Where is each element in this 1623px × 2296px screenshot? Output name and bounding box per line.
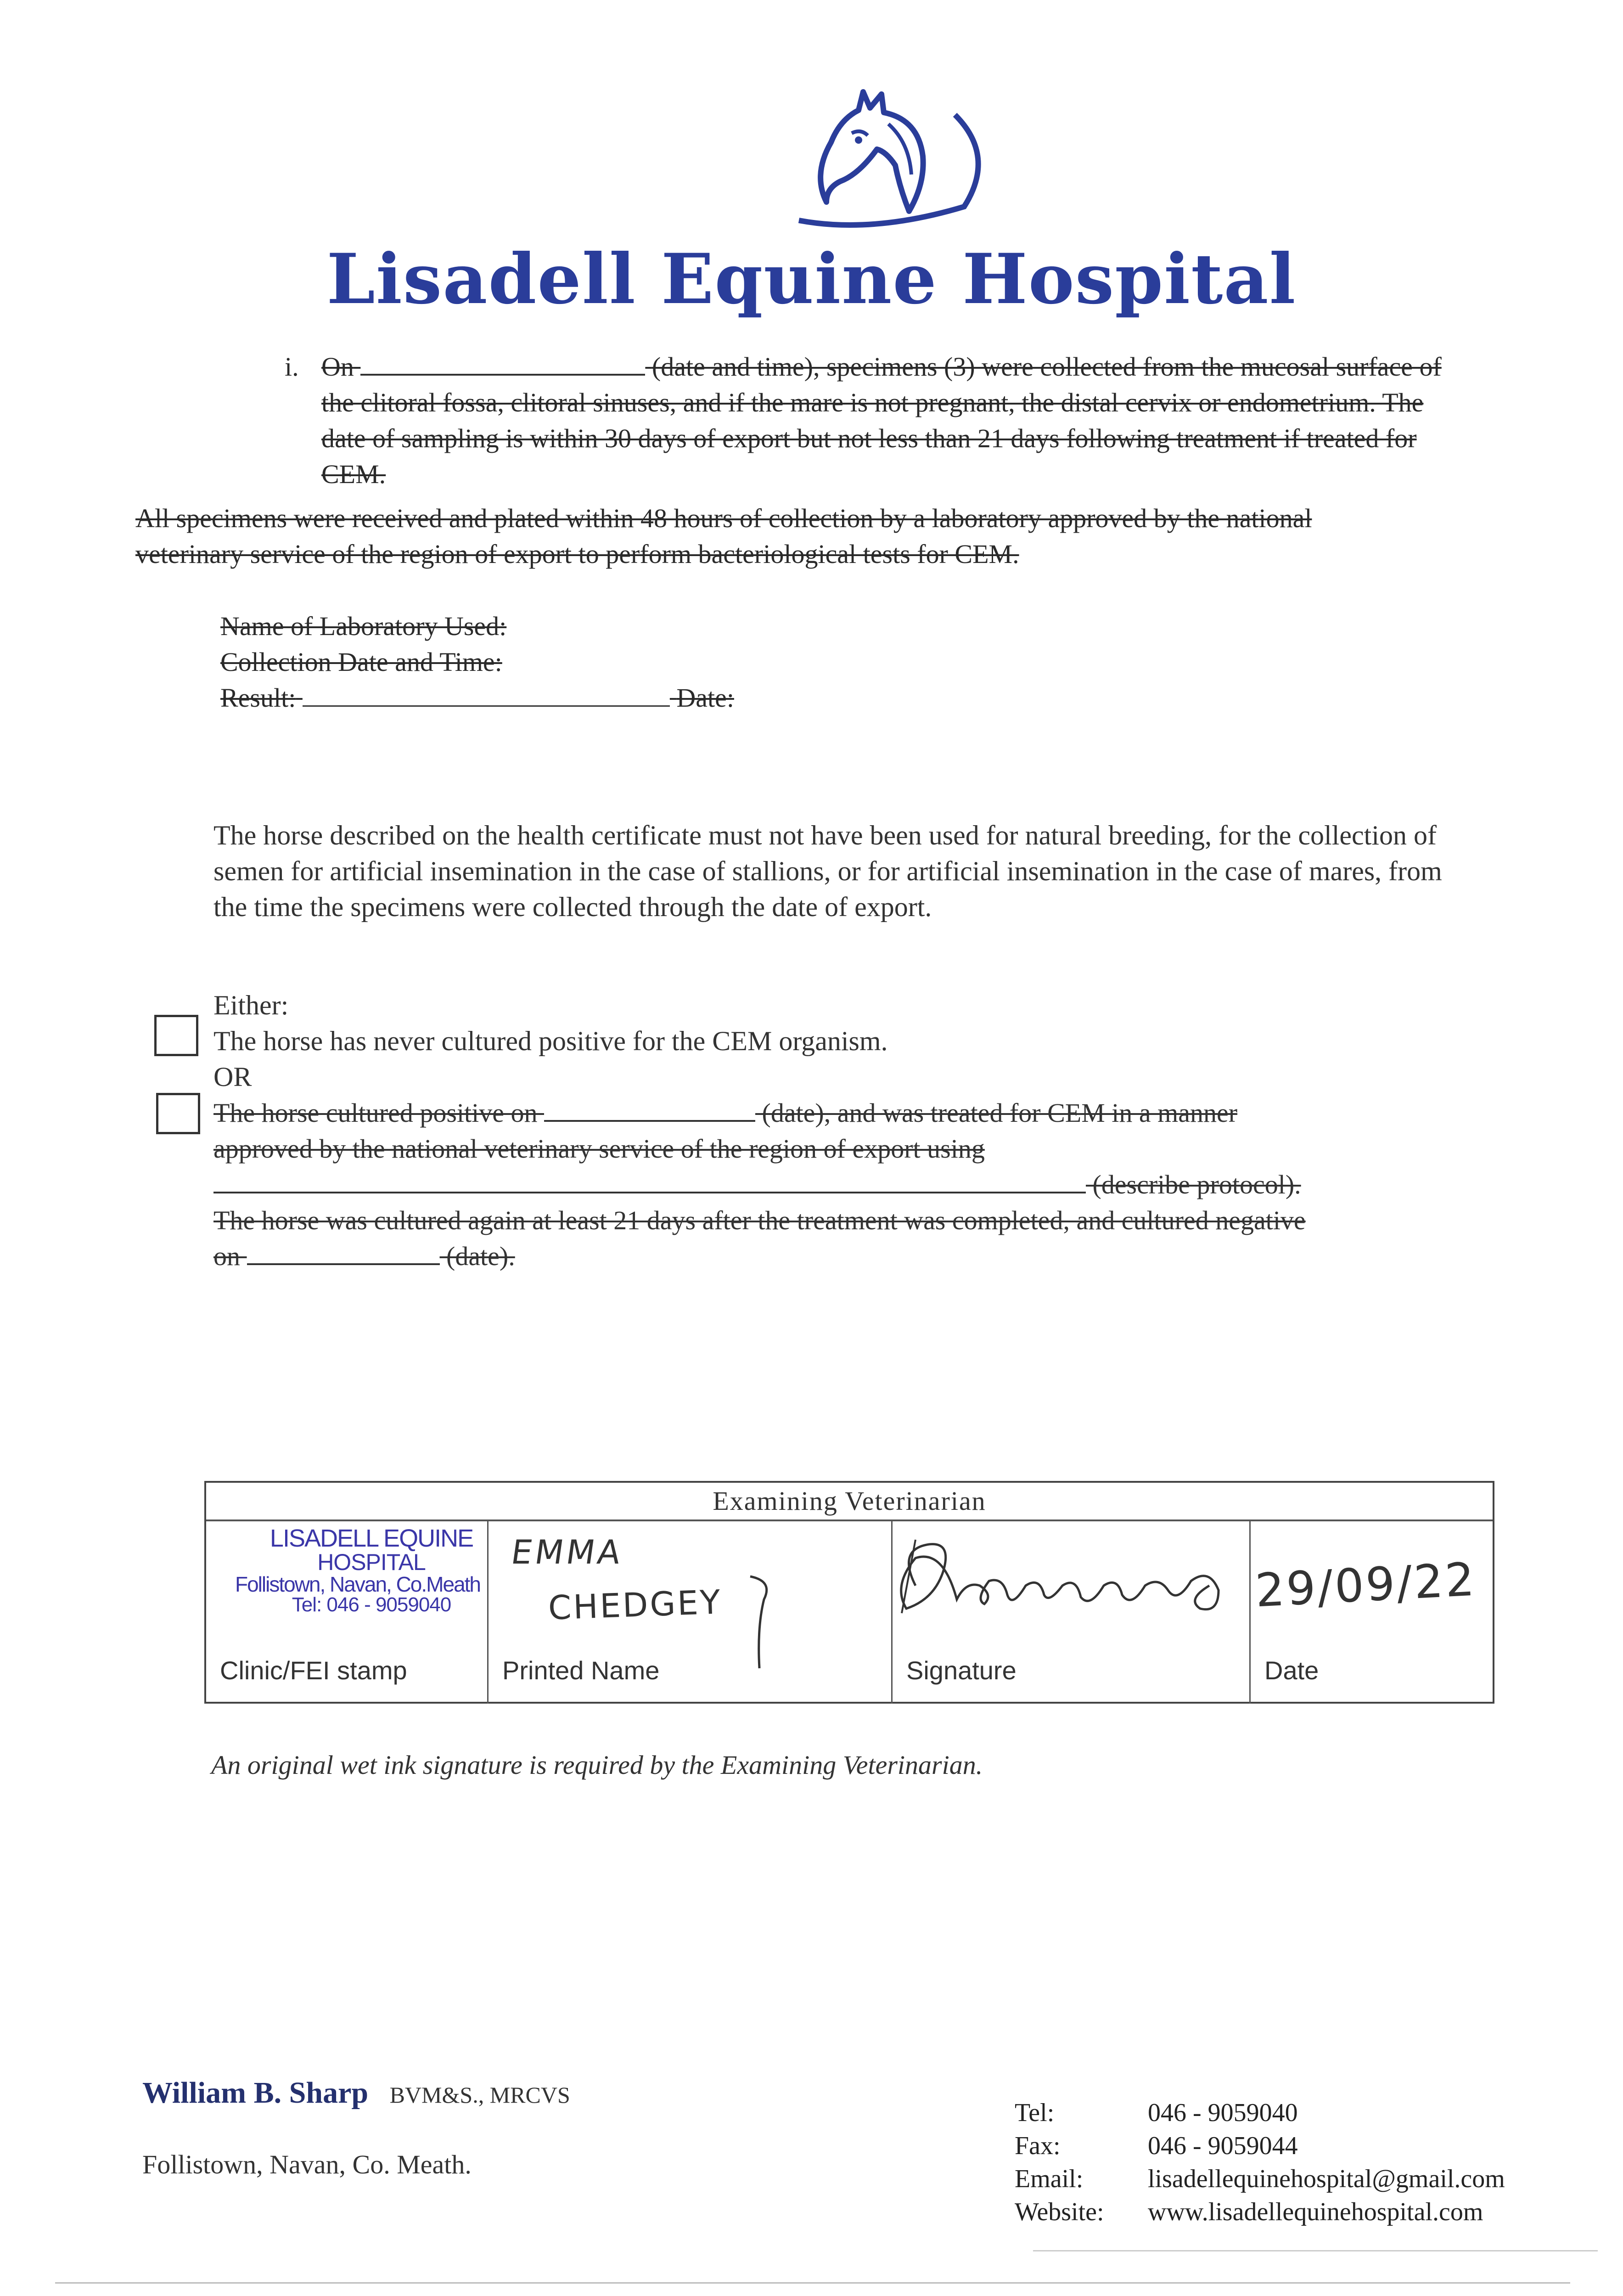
footer-vet [142, 2076, 570, 2110]
positive-part3: (describe protocol). The horse was cultured again at least 21 days after the treatment was completed, and cultured negative on [213, 1170, 1306, 1271]
lab-name-field: Name of Laboratory Used: [220, 611, 507, 641]
lab-paragraph: All specimens were received and plated within 48 hours of collection by a laboratory approved by the national veterinary service of the region of export to perform bacteriological tests for CEM. [135, 503, 1312, 569]
stamp-line3: Follistown, Navan, Co.Meath [235, 1572, 481, 1596]
vet-qualifications: BVM&S., MRCVS [389, 2082, 570, 2108]
clinic-stamp [235, 1525, 482, 1616]
website-link[interactable]: www.lisadellequinehospital.com [1148, 2198, 1483, 2226]
date-label: Date [1264, 1656, 1319, 1685]
date-label: Date: [676, 683, 734, 713]
tel-value: 046 - 9059040 [1148, 2099, 1298, 2127]
stamp-line1: LISADELL EQUINE [270, 1525, 473, 1552]
vet-name: William B. Sharp [142, 2076, 369, 2110]
section-number: i. [285, 352, 299, 382]
positive-date-blank [544, 1102, 755, 1122]
date-time-blank [360, 355, 645, 376]
section-prefix: On [321, 352, 354, 382]
signature-cell [893, 1521, 1251, 1704]
contact-details [1015, 2096, 1505, 2228]
printed-name-cell [489, 1521, 893, 1704]
either-label: Either: [213, 990, 289, 1020]
fax-row [1015, 2129, 1505, 2162]
result-field [220, 680, 734, 716]
stamp-cell [206, 1521, 489, 1704]
hospital-title: Lisadell Equine Hospital [326, 239, 1297, 320]
printed-name-first: EMMA [509, 1533, 626, 1571]
lab-fields [220, 608, 734, 716]
footer-divider [1033, 2250, 1598, 2251]
never-positive-checkbox[interactable] [154, 1015, 198, 1056]
positive-part4: (date). [446, 1241, 515, 1271]
email-link[interactable]: lisadellequinehospital@gmail.com [1148, 2165, 1505, 2193]
examining-vet-table [204, 1481, 1494, 1704]
email-row [1015, 2162, 1505, 2195]
page-bottom-rule [55, 2282, 1570, 2284]
result-label: Result: [220, 683, 296, 713]
printed-name-last: CHEDGEY [547, 1582, 723, 1627]
wet-ink-note: An original wet ink signature is required by the Examining Veterinarian. [211, 1750, 983, 1780]
section-text: (date and time), specimens (3) were collected from the mucosal surface of the clitoral fossa, clitoral sinuses, and if the mare is not pregnant, the distal cervix or endometrium. The date of sampling is within 30 days of export but not less than 21 days following treatment if treated for CEM. [321, 352, 1442, 489]
date-cell [1251, 1521, 1493, 1704]
fax-label: Fax: [1015, 2132, 1061, 2160]
fax-value: 046 - 9059044 [1148, 2132, 1298, 2160]
signature-label: Signature [906, 1656, 1016, 1685]
protocol-blank [213, 1173, 1086, 1193]
positive-part1: The horse cultured positive on [213, 1098, 538, 1128]
or-label: OR [213, 1062, 252, 1092]
positive-part2: (date), and was treated for CEM in a manner approved by the national veterinary service of the region of export using [213, 1098, 1238, 1164]
signature-mark [888, 1531, 1255, 1636]
vet-table-header: Examining Veterinarian [206, 1483, 1493, 1521]
name-stroke-mark [746, 1572, 773, 1673]
stamp-label: Clinic/FEI stamp [220, 1656, 407, 1685]
positive-option-text [213, 1095, 1329, 1274]
stamp-line2: HOSPITAL [317, 1549, 426, 1575]
breeding-paragraph: The horse described on the health certificate must not have been used for natural breeding, for the collection of semen for artificial insemination in the case of stallions, or for artificial insemination in the case of mares, from the time the specimens were collected through the date of export. [213, 820, 1442, 922]
stamp-line4: Tel: 046 - 9059040 [292, 1593, 451, 1616]
collection-field: Collection Date and Time: [220, 647, 502, 677]
never-positive-text: The horse has never cultured positive for the CEM organism. [213, 1026, 888, 1056]
section-i-paragraph [285, 349, 1446, 492]
printed-name-label: Printed Name [502, 1656, 660, 1685]
vet-address: Follistown, Navan, Co. Meath. [142, 2150, 472, 2179]
negative-date-blank [247, 1245, 440, 1265]
horse-head-icon [771, 83, 987, 230]
cultured-positive-checkbox[interactable] [156, 1093, 200, 1134]
tel-label: Tel: [1015, 2099, 1055, 2127]
website-row [1015, 2195, 1505, 2228]
tel-row [1015, 2096, 1505, 2129]
result-blank [303, 701, 670, 707]
website-label: Website: [1015, 2198, 1104, 2226]
date-value: 29/09/22 [1254, 1552, 1477, 1618]
either-block [213, 987, 1315, 1095]
email-label: Email: [1015, 2165, 1084, 2193]
